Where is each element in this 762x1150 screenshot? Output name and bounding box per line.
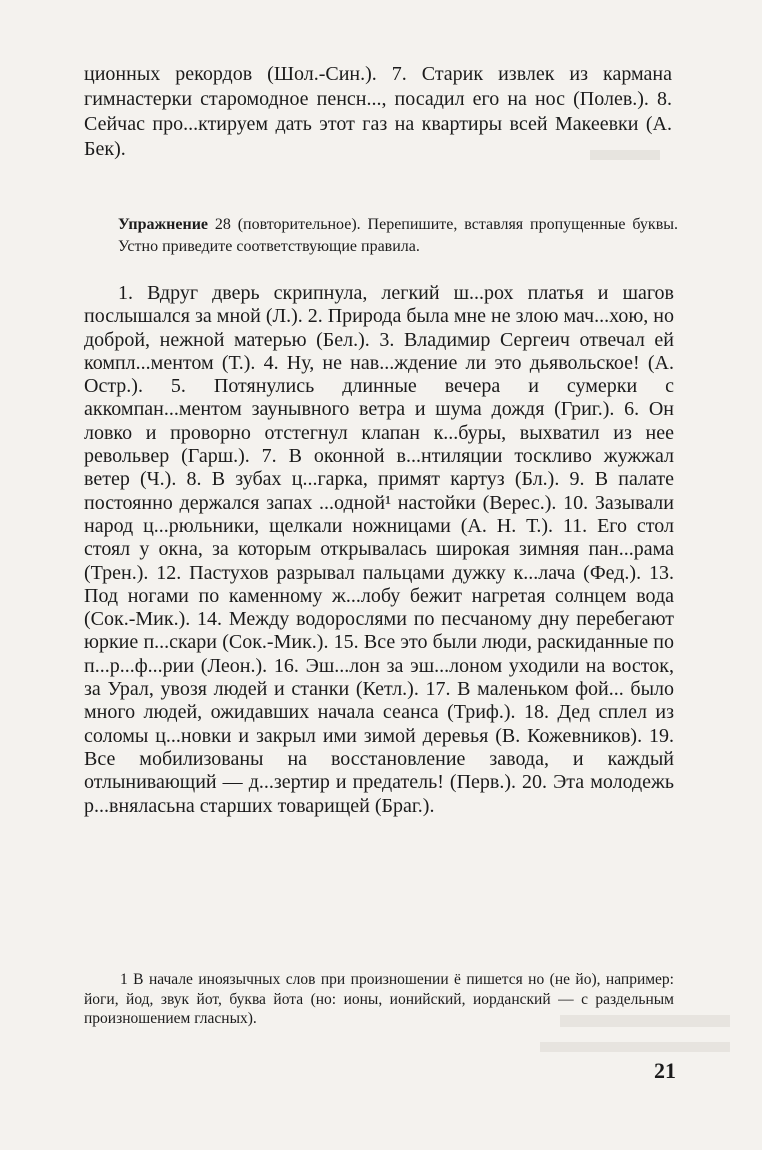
- exercise-body: [84, 282, 674, 818]
- exercise-label: Упражнение: [118, 216, 209, 233]
- page-number: 21: [654, 1058, 676, 1083]
- paper-stain: [540, 1042, 730, 1052]
- footnote: [84, 970, 674, 1029]
- continuation-paragraph: [84, 62, 672, 162]
- exercise-text: 1. Вдруг дверь скрипнула, легкий ш...рох платья и шагов послышался за мной (Л.). 2. Природа была мне не злою мач...хою, но доброй, нежной матерью (Бел.). 3. Владимир Сергеич отвечал ей компл...ментом (Т.). 4. Ну, не нав...ждение ли это дьявольское! (А. Остр.). 5. Потянулись длинные вечера и сумерки с аккомпан...ментом заунывного ветра и шума дождя (Григ.). 6. Он ловко и проворно отстегнул клапан к...буры, выхватил из нее револьвер (Гарш.). 7. В оконной в...нтиляции тоскливо жужжал ветер (Ч.). 8. В зубах ц...гарка, примят картуз (Бл.). 9. В палате постоянно держался запах ...одной¹ настойки (Верес.). 10. Зазывали народ ц...рюльники, щелкали ножницами (А. Н. Т.). 11. Его стол стоял у окна, за которым открывалась широкая зимняя пан...рама (Трен.). 12. Пастухов разрывал пальцами дужку к...лача (Фед.). 13. Под ногами по каменному ж...лобу бежит нагретая солнцем вода (Сок.-Мик.). 14. Между водорослями по песчаному дну перебегают юркие п...скари (Сок.-Мик.). 15. Все это были люди, раскиданные по п...р...ф...рии (Леон.). 16. Эш...лон за эш...лоном уходили на восток, за Урал, увозя людей и станки (Кетл.). 17. В маленьком фой... было много людей, ожидавших начала сеанса (Триф.). 18. Дед сплел из соломы ц...новки и закрыл ими зимой деревья (В. Кожевников). 19. Все мобилизованы на восстановление завода, и каждый отлынивающий — д...зертир и предатель! (Перв.). 20. Эта молодежь р...вняласьна старших товарищей (Браг.).: [84, 282, 674, 817]
- continuation-text: ционных рекордов (Шол.-Син.). 7. Старик извлек из кармана гимнастерки старомодное пенсн..., посадил его на нос (Полев.). 8. Сейчас про...ктируем дать этот газ на квартиры всей Макеевки (А. Бек).: [84, 63, 672, 160]
- footnote-text: 1 В начале иноязычных слов при произношении ё пишется но (не йо), например: йоги, йод, звук йот, буква йота (но: ионы, ионийский, иорданский — с раздельным произношением гласных).: [84, 971, 674, 1027]
- exercise-heading: [118, 214, 678, 258]
- exercise-instructions: 28 (повторительное). Перепишите, вставляя пропущенные буквы. Устно приведите соответствующие правила.: [118, 216, 679, 255]
